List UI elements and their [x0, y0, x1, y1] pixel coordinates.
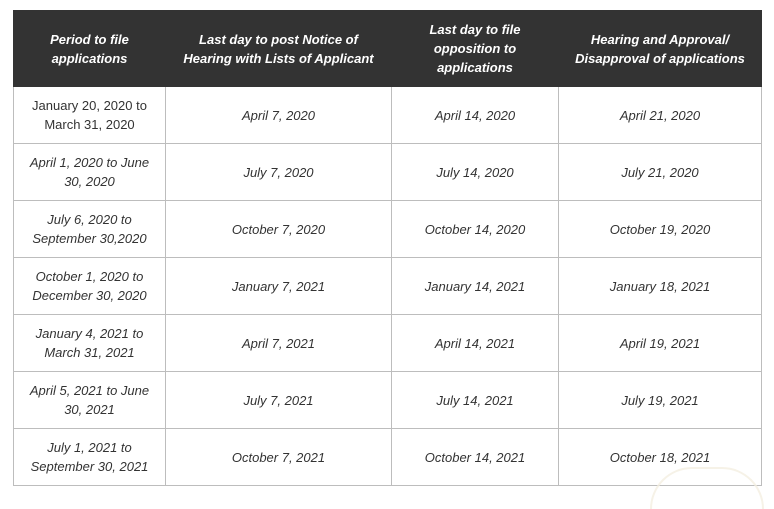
cell-post-notice: April 7, 2021: [166, 315, 392, 372]
table-header: [14, 11, 762, 87]
cell-period: July 1, 2021 to September 30, 2021: [14, 429, 166, 486]
header-hearing: Hearing and Approval/ Disapproval of applications: [559, 11, 762, 87]
cell-opposition: April 14, 2020: [392, 87, 559, 144]
cell-period: January 4, 2021 to March 31, 2021: [14, 315, 166, 372]
cell-hearing: October 19, 2020: [559, 201, 762, 258]
cell-opposition: July 14, 2021: [392, 372, 559, 429]
table-row: [14, 315, 762, 372]
table-row: [14, 258, 762, 315]
table-row: [14, 372, 762, 429]
cell-hearing: April 19, 2021: [559, 315, 762, 372]
cell-post-notice: April 7, 2020: [166, 87, 392, 144]
cell-post-notice: July 7, 2020: [166, 144, 392, 201]
schedule-table: [13, 10, 762, 486]
schedule-table-container: [13, 10, 761, 486]
table-row: [14, 201, 762, 258]
cell-hearing: January 18, 2021: [559, 258, 762, 315]
header-row: [14, 11, 762, 87]
cell-period: January 20, 2020 to March 31, 2020: [14, 87, 166, 144]
cell-post-notice: July 7, 2021: [166, 372, 392, 429]
cell-period: April 1, 2020 to June 30, 2020: [14, 144, 166, 201]
header-post-notice: Last day to post Notice of Hearing with Lists of Applicant: [166, 11, 392, 87]
cell-opposition: October 14, 2021: [392, 429, 559, 486]
cell-hearing: October 18, 2021: [559, 429, 762, 486]
cell-period: July 6, 2020 to September 30,2020: [14, 201, 166, 258]
cell-hearing: July 21, 2020: [559, 144, 762, 201]
cell-post-notice: January 7, 2021: [166, 258, 392, 315]
header-period: Period to file applications: [14, 11, 166, 87]
cell-opposition: April 14, 2021: [392, 315, 559, 372]
table-row: [14, 429, 762, 486]
cell-hearing: April 21, 2020: [559, 87, 762, 144]
cell-opposition: July 14, 2020: [392, 144, 559, 201]
cell-post-notice: October 7, 2021: [166, 429, 392, 486]
table-body: [14, 87, 762, 486]
cell-post-notice: October 7, 2020: [166, 201, 392, 258]
header-opposition: Last day to file opposition to applications: [392, 11, 559, 87]
cell-period: October 1, 2020 to December 30, 2020: [14, 258, 166, 315]
table-row: [14, 87, 762, 144]
table-row: [14, 144, 762, 201]
cell-period: April 5, 2021 to June 30, 2021: [14, 372, 166, 429]
cell-opposition: October 14, 2020: [392, 201, 559, 258]
cell-opposition: January 14, 2021: [392, 258, 559, 315]
cell-hearing: July 19, 2021: [559, 372, 762, 429]
